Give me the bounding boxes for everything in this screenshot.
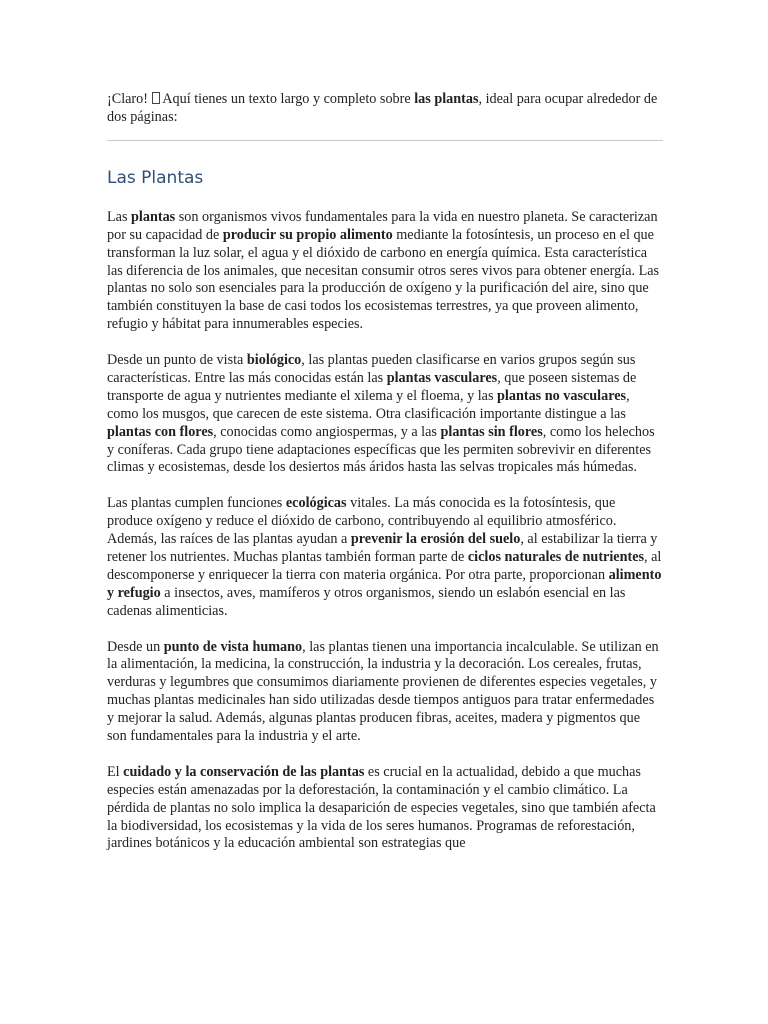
- text-run: , las plantas tienen una importancia incalculable. Se utilizan en la alimentación, la medicina, la construcción, la industria y la decoración. Los cereales, frutas, verduras y legumbres que consumimos diariamente provienen de diferentes especies vegetales, y muchas plantas medicinales han sido utilizadas desde tiempos antiguos para tratar enfermedades y mejorar la salud. Además, algunas plantas producen fibras, aceites, madera y pigmentos que son fundamentales para la industria y el arte.: [107, 638, 659, 745]
- paragraph-2: [107, 352, 663, 477]
- bold-run: ecológicas: [285, 495, 347, 512]
- text-run: son organismos vivos fundamentales para la vida en nuestro planeta. Se caracterizan por su capacidad de: [107, 208, 658, 243]
- intro-text: Aquí tienes un texto largo y completo sobre: [159, 91, 415, 107]
- text-run: mediante la fotosíntesis, un proceso en el que transforman la luz solar, el agua y el dióxido de carbono en energía química. Esta característica las diferencia de los animales, que necesitan consumir otros seres vivos para obtener energía. Las plantas no solo son esenciales para la producción de oxígeno y la purificación del aire, sino que también constituyen la base de casi todos los ecosistemas terrestres, ya que proveen alimento, refugio y hábitat para innumerables especies.: [107, 226, 660, 333]
- bold-run: biológico: [246, 352, 302, 369]
- text-run: , al estabilizar la tierra y retener los nutrientes. Muchas plantas también forman parte de: [107, 531, 658, 565]
- paragraph-1: [107, 209, 663, 334]
- text-run: a insectos, aves, mamíferos y otros organismos, siendo un eslabón esencial en las cadenas alimenticias.: [107, 584, 626, 619]
- bold-run: plantas sin flores: [440, 423, 543, 440]
- bold-run: plantas no vasculares: [497, 387, 627, 404]
- text-run: El: [107, 763, 124, 780]
- intro-text: ¡Claro!: [107, 91, 152, 107]
- intro-text: , ideal para ocupar alrededor de dos páginas:: [107, 91, 658, 125]
- missing-glyph-icon: [152, 92, 160, 104]
- paragraph-3: [107, 495, 663, 620]
- text-run: Desde un punto de vista: [107, 352, 247, 369]
- page-title: Las Plantas: [107, 167, 204, 188]
- text-run: Las plantas cumplen funciones: [107, 495, 286, 512]
- document-page: [107, 91, 663, 871]
- horizontal-divider: [107, 140, 663, 141]
- bold-run: alimento y refugio: [107, 566, 662, 601]
- bold-run: ciclos naturales de nutrientes: [467, 549, 645, 565]
- bold-run: plantas vasculares: [386, 369, 498, 386]
- bold-run: prevenir la erosión del suelo: [350, 531, 521, 548]
- paragraph-5: [107, 764, 663, 854]
- paragraph-4: [107, 639, 663, 746]
- text-run: vitales. La más conocida es la fotosíntesis, que produce oxígeno y reduce el dióxido de carbono, contribuyendo al equilibrio atmosférico. Además, las raíces de las plantas ayudan a: [107, 495, 617, 548]
- text-run: , que poseen sistemas de transporte de agua y nutrientes mediante el xilema y el floema, y las: [107, 369, 637, 404]
- text-run: , como los musgos, que carecen de este sistema. Otra clasificación importante distingue a las: [107, 387, 630, 422]
- text-run: , conocidas como angiospermas, y a las: [213, 423, 441, 440]
- bold-run: producir su propio alimento: [222, 226, 393, 243]
- text-run: Desde un: [107, 638, 164, 655]
- text-run: , al descomponerse y enriquecer la tierra con materia orgánica. Por otra parte, proporcionan: [107, 549, 662, 583]
- text-run: , como los helechos y coníferas. Cada grupo tiene adaptaciones específicas que les permiten sobrevivir en diferentes climas y ecosistemas, desde los desiertos más áridos hasta las selvas tropicales más húmedas.: [107, 423, 655, 476]
- bold-run: plantas con flores: [107, 423, 214, 440]
- text-run: Las: [107, 208, 132, 225]
- text-run: , las plantas pueden clasificarse en varios grupos según sus características. Entre las más conocidas están las: [107, 352, 636, 386]
- intro-bold: las plantas: [414, 91, 479, 107]
- intro-paragraph: [107, 91, 663, 127]
- bold-run: plantas: [131, 208, 176, 225]
- bold-run: punto de vista humano: [163, 638, 303, 655]
- bold-run: cuidado y la conservación de las plantas: [123, 763, 365, 780]
- text-run: es crucial en la actualidad, debido a que muchas especies están amenazadas por la deforestación, la contaminación y el cambio climático. La pérdida de plantas no solo implica la desaparición de especies vegetales, sino que también afecta la biodiversidad, los ecosistemas y la vida de los seres humanos. Programas de reforestación, jardines botánicos y la educación ambiental son estrategias que: [107, 763, 656, 852]
